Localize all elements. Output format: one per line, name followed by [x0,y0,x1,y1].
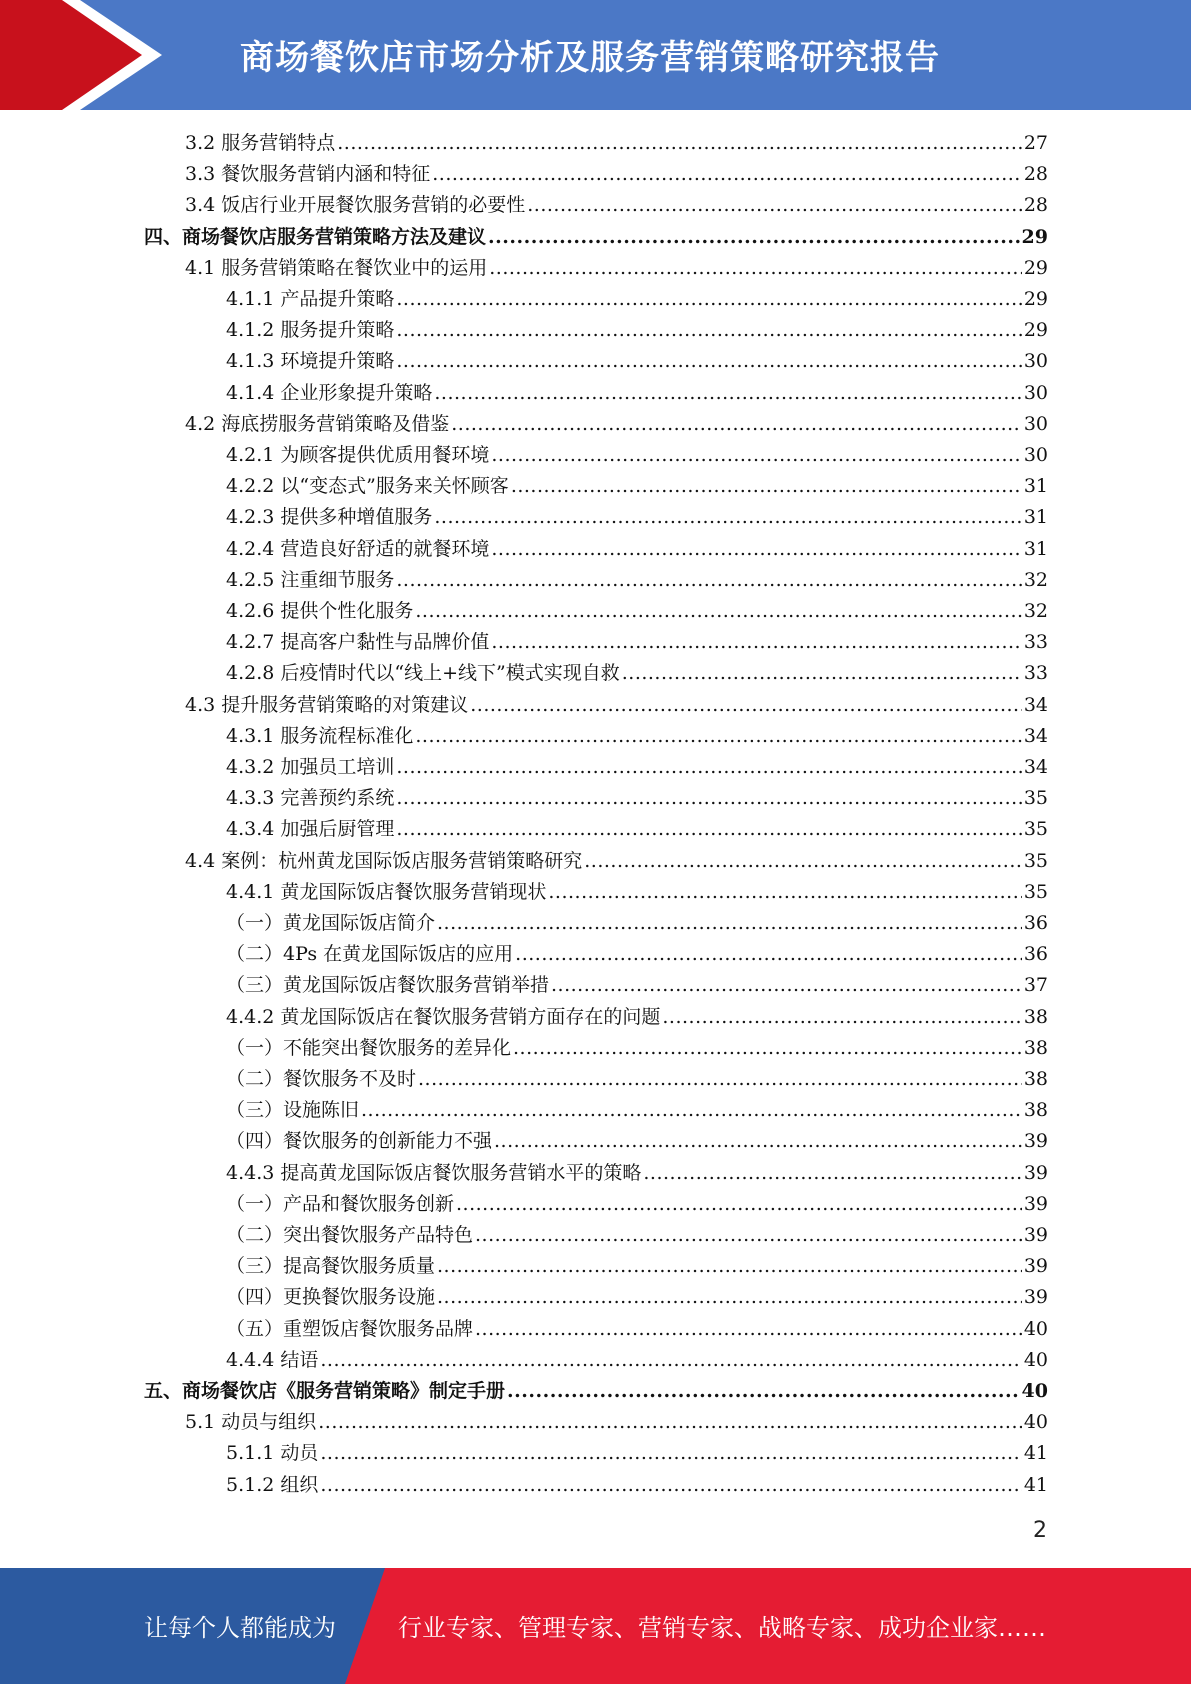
toc-entry[interactable] [185,190,1048,221]
toc-leader-dots [396,752,1021,783]
toc-entry-label: （一）黄龙国际饭店简介 [226,912,436,934]
toc-entry-label: 4.4.4 结语 [226,1349,319,1371]
toc-leader-dots [515,939,1022,970]
toc-leader-dots [318,1407,1022,1438]
toc-entry[interactable] [226,1438,1048,1469]
toc-entry-page: 40 [1023,1411,1048,1433]
toc-entry-label: 4.4.3 提高黄龙国际饭店餐饮服务营销水平的策略 [226,1162,642,1184]
toc-leader-dots [437,908,1022,939]
toc-entry[interactable] [185,128,1048,159]
toc-entry[interactable] [226,939,1048,970]
toc-entry-label: （五）重塑饭店餐饮服务品牌 [226,1318,474,1340]
toc-entry[interactable] [226,908,1048,939]
toc-entry[interactable] [185,253,1048,284]
toc-leader-dots [475,1314,1022,1345]
toc-entry-page: 39 [1023,1255,1048,1277]
toc-leader-dots [489,253,1022,284]
toc-entry-label: 4.1.4 企业形象提升策略 [226,382,433,404]
toc-entry[interactable] [226,877,1048,908]
toc-leader-dots [584,846,1022,877]
footer-slogan-right: 行业专家、管理专家、营销专家、战略专家、成功企业家…… [398,1614,1046,1642]
toc-leader-dots [337,128,1022,159]
toc-entry-label: （一）不能突出餐饮服务的差异化 [226,1037,512,1059]
toc-entry[interactable] [185,846,1048,877]
toc-entry[interactable] [226,627,1048,658]
report-title: 商场餐饮店市场分析及服务营销策略研究报告 [240,38,940,78]
toc-entry[interactable] [185,159,1048,190]
toc-leader-dots [662,1002,1021,1033]
toc-entry-page: 30 [1023,444,1048,466]
toc-entry-label: （三）设施陈旧 [226,1099,360,1121]
toc-entry-label: （四）更换餐饮服务设施 [226,1286,436,1308]
toc-entry-page: 40 [1021,1380,1048,1402]
toc-entry-page: 27 [1023,132,1048,154]
toc-entry-label: 3.2 服务营销特点 [185,132,336,154]
toc-entry[interactable] [226,1158,1048,1189]
toc-entry-label: 4.3 提升服务营销策略的对策建议 [185,694,469,716]
toc-leader-dots [361,1095,1022,1126]
toc-entry-page: 28 [1023,194,1048,216]
toc-entry-label: 5.1 动员与组织 [185,1411,317,1433]
toc-entry-page: 30 [1023,413,1048,435]
toc-entry[interactable] [226,284,1048,315]
toc-leader-dots [488,222,1020,253]
toc-leader-dots [491,534,1021,565]
toc-entry-page: 29 [1021,226,1048,248]
toc-entry-page: 38 [1023,1099,1048,1121]
page-number: 2 [1033,1518,1047,1543]
toc-entry-label: （三）提高餐饮服务质量 [226,1255,436,1277]
toc-entry-page: 36 [1023,912,1048,934]
toc-leader-dots [622,658,1022,689]
toc-entry[interactable] [226,1345,1048,1376]
toc-entry-label: 4.2.5 注重细节服务 [226,569,395,591]
toc-entry[interactable] [226,1251,1048,1282]
toc-entry[interactable] [144,1376,1048,1407]
toc-entry[interactable] [226,1002,1048,1033]
toc-entry-page: 41 [1023,1474,1048,1496]
toc-entry[interactable] [226,1470,1048,1501]
toc-entry-page: 33 [1023,662,1048,684]
toc-leader-dots [507,1376,1020,1407]
toc-entry-page: 33 [1023,631,1048,653]
toc-entry-page: 29 [1023,319,1048,341]
toc-leader-dots [437,1282,1022,1313]
toc-leader-dots [415,721,1021,752]
toc-entry[interactable] [226,502,1048,533]
toc-entry-label: 4.4.2 黄龙国际饭店在餐饮服务营销方面存在的问题 [226,1006,661,1028]
toc-entry-label: 4.2.2 以“变态式”服务来关怀顾客 [226,475,509,497]
toc-leader-dots [548,877,1021,908]
toc-entry-label: 4.3.3 完善预约系统 [226,787,395,809]
toc-entry-page: 39 [1023,1130,1048,1152]
toc-entry-label: （二）餐饮服务不及时 [226,1068,417,1090]
report-header [0,0,1191,110]
toc-leader-dots [643,1158,1021,1189]
toc-entry-page: 31 [1023,538,1048,560]
toc-leader-dots [432,159,1022,190]
toc-leader-dots [396,783,1021,814]
toc-entry-label: （二）突出餐饮服务产品特色 [226,1224,474,1246]
toc-leader-dots [494,1126,1022,1157]
toc-entry-page: 35 [1023,850,1048,872]
toc-entry-page: 35 [1023,787,1048,809]
toc-entry-label: 3.4 饭店行业开展餐饮服务营销的必要性 [185,194,526,216]
toc-entry-page: 38 [1023,1006,1048,1028]
toc-leader-dots [434,502,1021,533]
toc-entry-page: 41 [1023,1442,1048,1464]
toc-entry[interactable] [226,440,1048,471]
toc-leader-dots [470,690,1022,721]
toc-leader-dots [451,409,1022,440]
toc-entry-page: 39 [1023,1224,1048,1246]
toc-entry-label: 4.2.1 为顾客提供优质用餐环境 [226,444,490,466]
toc-entry-label: 4.2.4 营造良好舒适的就餐环境 [226,538,490,560]
toc-entry-label: 5.1.2 组织 [226,1474,319,1496]
toc-leader-dots [396,565,1021,596]
toc-entry-page: 28 [1023,163,1048,185]
toc-entry-label: 4.3.2 加强员工培训 [226,756,395,778]
toc-entry-label: 4.3.4 加强后厨管理 [226,818,395,840]
toc-leader-dots [475,1220,1022,1251]
toc-entry-label: 4.1.3 环境提升策略 [226,350,395,372]
toc-entry[interactable] [226,596,1048,627]
toc-entry[interactable] [226,1282,1048,1313]
toc-leader-dots [396,284,1021,315]
toc-leader-dots [418,1064,1022,1095]
toc-entry[interactable] [185,1407,1048,1438]
toc-leader-dots [491,627,1021,658]
toc-entry-page: 38 [1023,1068,1048,1090]
toc-entry-page: 30 [1023,350,1048,372]
header-red-arrow [0,0,150,110]
toc-entry[interactable] [226,534,1048,565]
toc-entry-label: 4.4.1 黄龙国际饭店餐饮服务营销现状 [226,881,547,903]
toc-entry-page: 39 [1023,1162,1048,1184]
toc-entry-page: 36 [1023,943,1048,965]
toc-leader-dots [415,596,1021,627]
toc-leader-dots [396,814,1021,845]
toc-entry-label: 4.2.8 后疫情时代以“线上+线下”模式实现自救 [226,662,620,684]
footer-slogan-left: 让每个人都能成为 [144,1614,336,1642]
toc-entry[interactable] [226,752,1048,783]
toc-entry-page: 30 [1023,382,1048,404]
toc-leader-dots [456,1189,1022,1220]
toc-leader-dots [437,1251,1022,1282]
toc-entry-label: 4.1 服务营销策略在餐饮业中的运用 [185,257,488,279]
toc-entry[interactable] [226,378,1048,409]
toc-leader-dots [320,1470,1021,1501]
toc-entry-page: 35 [1023,881,1048,903]
toc-entry[interactable] [226,1064,1048,1095]
toc-entry[interactable] [226,721,1048,752]
toc-entry-page: 34 [1023,694,1048,716]
toc-entry-label: 五、商场餐饮店《服务营销策略》制定手册 [144,1380,506,1402]
toc-entry[interactable] [226,1220,1048,1251]
toc-entry-label: 4.3.1 服务流程标准化 [226,725,414,747]
toc-entry-label: （四）餐饮服务的创新能力不强 [226,1130,493,1152]
toc-entry-label: 4.4 案例：杭州黄龙国际饭店服务营销策略研究 [185,850,583,872]
toc-entry-page: 34 [1023,725,1048,747]
toc-leader-dots [320,1438,1021,1469]
toc-entry[interactable] [226,1314,1048,1345]
toc-entry-label: （二）4Ps 在黄龙国际饭店的应用 [226,943,514,965]
toc-leader-dots [320,1345,1021,1376]
toc-entry-page: 38 [1023,1037,1048,1059]
toc-leader-dots [551,970,1022,1001]
toc-entry-page: 40 [1023,1349,1048,1371]
toc-entry[interactable] [226,783,1048,814]
toc-entry-page: 34 [1023,756,1048,778]
toc-leader-dots [513,1033,1022,1064]
toc-entry[interactable] [226,814,1048,845]
toc-entry[interactable] [226,1126,1048,1157]
toc-entry-page: 40 [1023,1318,1048,1340]
toc-entry[interactable] [185,409,1048,440]
toc-entry-page: 37 [1023,974,1048,996]
toc-entry-label: （三）黄龙国际饭店餐饮服务营销举措 [226,974,550,996]
toc-entry[interactable] [226,1033,1048,1064]
toc-entry-label: 4.2.6 提供个性化服务 [226,600,414,622]
toc-entry-page: 31 [1023,506,1048,528]
toc-leader-dots [527,190,1022,221]
toc-entry-label: 3.3 餐饮服务营销内涵和特征 [185,163,431,185]
toc-entry[interactable] [226,346,1048,377]
toc-entry[interactable] [226,471,1048,502]
toc-entry-label: 4.2 海底捞服务营销策略及借鉴 [185,413,450,435]
toc-entry[interactable] [144,222,1048,253]
toc-leader-dots [511,471,1022,502]
toc-entry-label: 5.1.1 动员 [226,1442,319,1464]
toc-entry[interactable] [185,690,1048,721]
toc-entry-label: 4.1.2 服务提升策略 [226,319,395,341]
toc-entry-label: 四、商场餐饮店服务营销策略方法及建议 [144,226,487,248]
toc-entry[interactable] [226,565,1048,596]
toc-entry-page: 29 [1023,257,1048,279]
toc-leader-dots [491,440,1021,471]
toc-entry-label: 4.1.1 产品提升策略 [226,288,395,310]
toc-entry-page: 32 [1023,569,1048,591]
toc-entry[interactable] [226,315,1048,346]
toc-entry-page: 31 [1023,475,1048,497]
toc-entry-label: 4.2.3 提供多种增值服务 [226,506,433,528]
footer-banner [0,1568,1191,1684]
toc-entry-page: 29 [1023,288,1048,310]
toc-entry[interactable] [226,1095,1048,1126]
toc-entry-page: 39 [1023,1193,1048,1215]
toc-entry-label: （一）产品和餐饮服务创新 [226,1193,455,1215]
toc-leader-dots [434,378,1021,409]
toc-entry[interactable] [226,658,1048,689]
toc-entry-page: 35 [1023,818,1048,840]
toc-entry[interactable] [226,1189,1048,1220]
toc-leader-dots [396,346,1021,377]
toc-leader-dots [396,315,1021,346]
toc-entry-label: 4.2.7 提高客户黏性与品牌价值 [226,631,490,653]
toc-entry[interactable] [226,970,1048,1001]
toc-entry-page: 39 [1023,1286,1048,1308]
toc-entry-page: 32 [1023,600,1048,622]
